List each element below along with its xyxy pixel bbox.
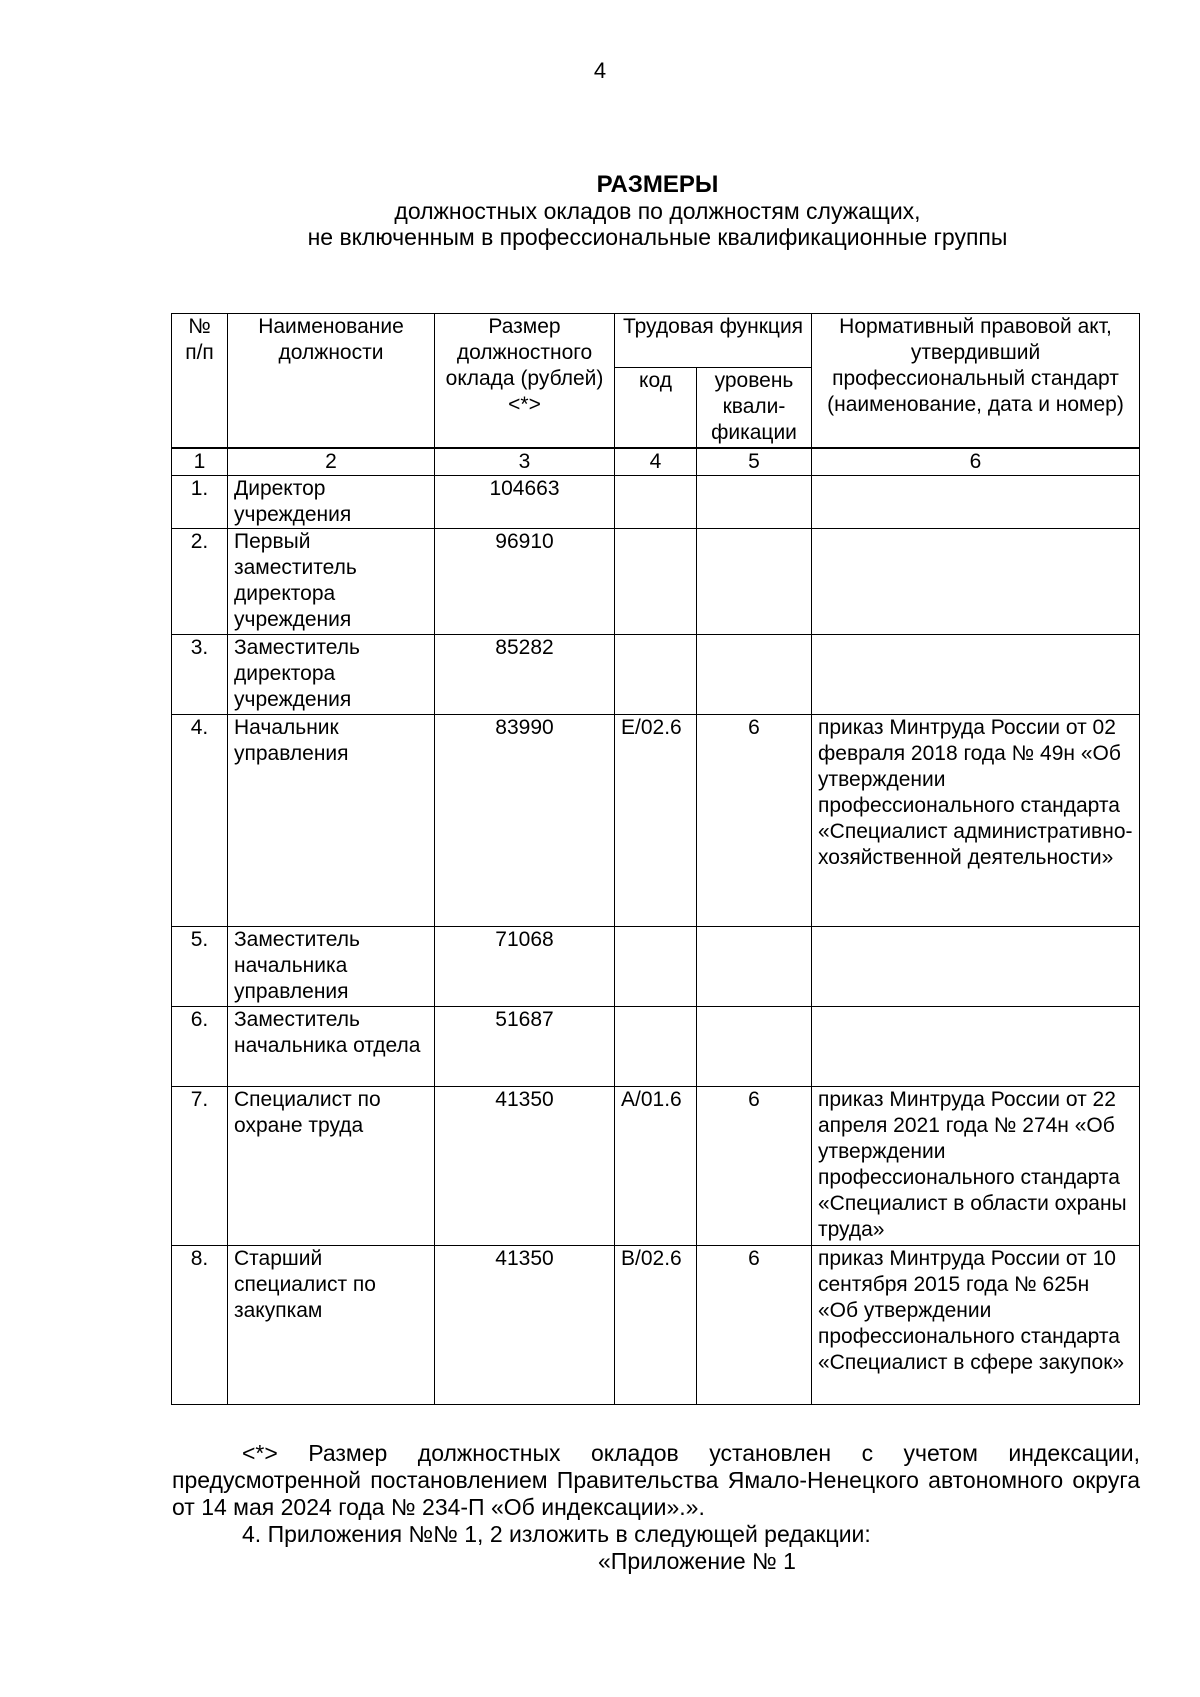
qualification-level: 6 xyxy=(697,1245,812,1404)
column-number: 2 xyxy=(228,448,435,476)
salary-value: 83990 xyxy=(435,714,615,926)
header-level: уровень квали-фикации xyxy=(697,368,812,448)
salary-value: 41350 xyxy=(435,1086,615,1245)
document-heading xyxy=(0,172,1200,250)
position-name: Старший специалист по закупкам xyxy=(228,1245,435,1404)
heading-line-2: не включенным в профессиональные квалификационные группы xyxy=(307,224,1008,250)
table-row xyxy=(172,1245,1140,1404)
legal-act xyxy=(812,528,1140,634)
header-code: код xyxy=(615,368,697,448)
row-number: 5. xyxy=(172,926,228,1006)
footnote-text: <*> Размер должностных окладов установлен с учетом индексации, предусмотренной постановлением Правительства Ямало-Ненецкого автономного округа от 14 мая 2024 года № 234-П «Об индексации».». xyxy=(172,1440,1140,1520)
salary-value: 51687 xyxy=(435,1006,615,1086)
qualification-level xyxy=(697,634,812,714)
salary-value: 71068 xyxy=(435,926,615,1006)
qualification-level: 6 xyxy=(697,714,812,926)
header-name: Наименование должности xyxy=(228,314,435,448)
salary-value: 96910 xyxy=(435,528,615,634)
table-row xyxy=(172,528,1140,634)
column-number: 1 xyxy=(172,448,228,476)
legal-act xyxy=(812,475,1140,528)
position-name: Заместитель начальника отдела xyxy=(228,1006,435,1086)
appendix-title: «Приложение № 1 xyxy=(598,1548,796,1574)
heading-line-1: должностных окладов по должностям служащих, xyxy=(394,198,921,224)
item-4-text: 4. Приложения №№ 1, 2 изложить в следующей редакции: xyxy=(242,1521,871,1547)
footnote-section xyxy=(172,1440,1140,1575)
page-number: 4 xyxy=(593,58,607,83)
function-code: В/02.6 xyxy=(615,1245,697,1404)
qualification-level xyxy=(697,1006,812,1086)
position-name: Специалист по охране труда xyxy=(228,1086,435,1245)
position-name: Заместитель начальника управления xyxy=(228,926,435,1006)
column-number: 3 xyxy=(435,448,615,476)
function-code xyxy=(615,1006,697,1086)
header-salary: Размер должностного оклада (рублей) <*> xyxy=(435,314,615,448)
position-name: Заместитель директора учреждения xyxy=(228,634,435,714)
table-body xyxy=(172,448,1140,1405)
table-row xyxy=(172,714,1140,926)
legal-act xyxy=(812,1006,1140,1086)
table-row xyxy=(172,1006,1140,1086)
salary-value: 85282 xyxy=(435,634,615,714)
function-code xyxy=(615,634,697,714)
legal-act xyxy=(812,634,1140,714)
legal-act: приказ Минтруда России от 22 апреля 2021 года № 274н «Об утверждении профессионального стандарта «Специалист в области охраны труда» xyxy=(812,1086,1140,1245)
column-number: 5 xyxy=(697,448,812,476)
row-number: 1. xyxy=(172,475,228,528)
qualification-level xyxy=(697,926,812,1006)
function-code: А/01.6 xyxy=(615,1086,697,1245)
salary-table xyxy=(171,313,1140,1405)
qualification-level xyxy=(697,475,812,528)
header-function: Трудовая функция xyxy=(615,314,812,368)
qualification-level xyxy=(697,528,812,634)
column-number: 6 xyxy=(812,448,1140,476)
qualification-level: 6 xyxy=(697,1086,812,1245)
position-name: Начальник управления xyxy=(228,714,435,926)
row-number: 8. xyxy=(172,1245,228,1404)
legal-act: приказ Минтруда России от 10 сентября 2015 года № 625н «Об утверждении профессионального стандарта «Специалист в сфере закупок» xyxy=(812,1245,1140,1404)
salary-value: 41350 xyxy=(435,1245,615,1404)
header-act: Нормативный правовой акт, утвердивший профессиональный стандарт (наименование, дата и номер) xyxy=(812,314,1140,448)
legal-act xyxy=(812,926,1140,1006)
column-number: 4 xyxy=(615,448,697,476)
function-code xyxy=(615,528,697,634)
table-row xyxy=(172,1086,1140,1245)
row-number: 6. xyxy=(172,1006,228,1086)
table-row xyxy=(172,475,1140,528)
row-number: 3. xyxy=(172,634,228,714)
position-name: Первый заместитель директора учреждения xyxy=(228,528,435,634)
legal-act: приказ Минтруда России от 02 февраля 2018 года № 49н «Об утверждении профессионального стандарта «Специалист административно-хозяйственной деятельности» xyxy=(812,714,1140,926)
position-name: Директор учреждения xyxy=(228,475,435,528)
table-row xyxy=(172,926,1140,1006)
row-number: 7. xyxy=(172,1086,228,1245)
function-code xyxy=(615,475,697,528)
row-number: 2. xyxy=(172,528,228,634)
row-number: 4. xyxy=(172,714,228,926)
column-number-row xyxy=(172,448,1140,476)
table-row xyxy=(172,634,1140,714)
salary-value: 104663 xyxy=(435,475,615,528)
function-code xyxy=(615,926,697,1006)
header-num: № п/п xyxy=(172,314,228,448)
table-header xyxy=(172,314,1140,448)
function-code: Е/02.6 xyxy=(615,714,697,926)
heading-title: РАЗМЕРЫ xyxy=(596,171,719,198)
